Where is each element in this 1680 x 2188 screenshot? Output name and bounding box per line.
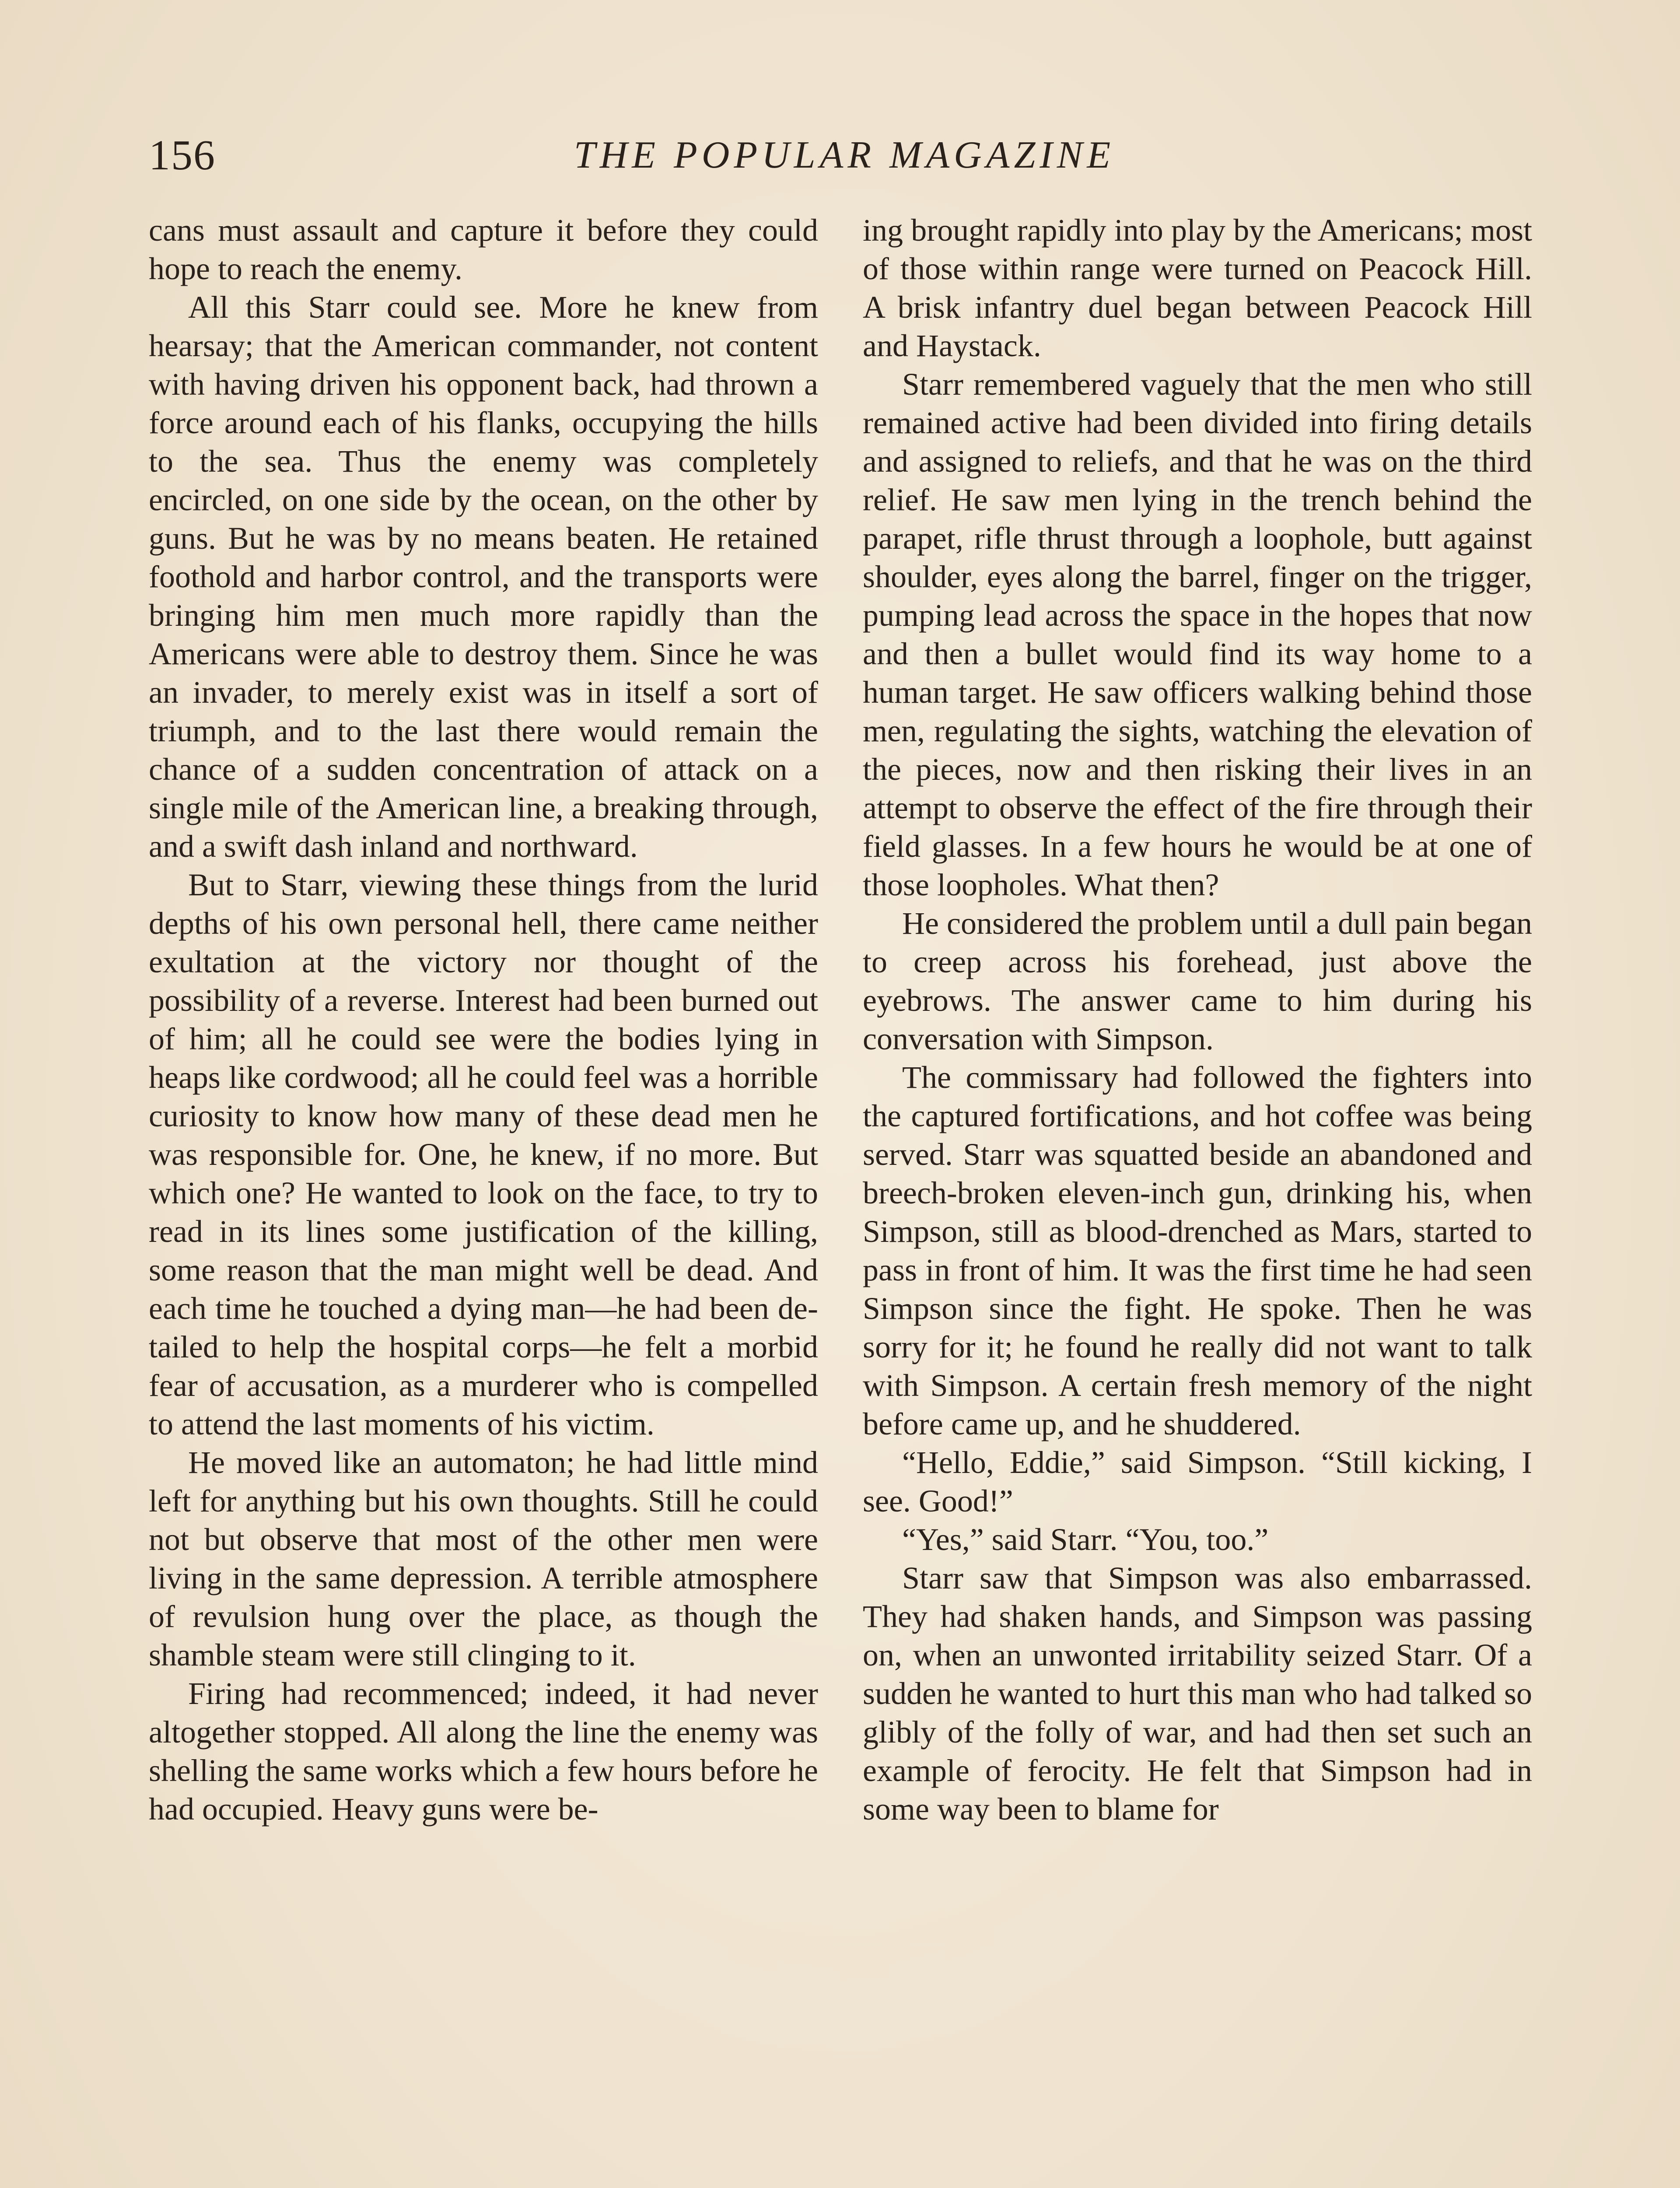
paragraph: The commissary had followed the fighters into the captured fortifications, and hot coffee was being served. Starr was squatted beside an abandoned and breech-broken eleven-inch gun, drinking his, when Simpson, still as blood-drenched as Mars, started to pass in front of him. It was the first time he had seen Simpson since the fight. He spoke. Then he was sorry for it; he found he really did not want to talk with Simpson. A certain fresh memory of the night before came up, and he shuddered. <box>863 1060 1532 1441</box>
text-column-left <box>149 211 818 1828</box>
paragraph: All this Starr could see. More he knew from hearsay; that the American commander, not content with having driven his opponent back, had thrown a force around each of his flanks, occupying the hills to the sea. Thus the enemy was completely encircled, on one side by the ocean, on the other by guns. But he was by no means beaten. He retained foothold and harbor control, and the transports were bringing him men much more rapidly than the Americans were able to destroy them. Since he was an invader, to merely exist was in itself a sort of triumph, and to the last there would remain the chance of a sudden concentration of attack on a single mile of the American line, a breaking through, and a swift dash inland and northward. <box>149 290 818 864</box>
text-column-right <box>863 211 1532 1828</box>
page-number: 156 <box>149 132 216 179</box>
paragraph: He moved like an automaton; he had little mind left for anything but his own thoughts. Still he could not but observe that most of the other men were living in the same depression. A terrible atmosphere of revulsion hung over the place, as though the shamble steam were still clinging to it. <box>149 1445 818 1673</box>
paragraph: “Hello, Eddie,” said Simpson. “Still kicking, I see. Good!” <box>863 1445 1532 1518</box>
running-title: THE POPULAR MAGAZINE <box>574 134 1115 176</box>
paragraph: ing brought rapidly into play by the Americans; most of those within range were turned on Peacock Hill. A brisk infantry duel began between Peacock Hill and Haystack. <box>863 213 1532 363</box>
paragraph: Starr saw that Simpson was also embarrassed. They had shaken hands, and Simpson was passing on, when an unwonted irritability seized Starr. Of a sudden he wanted to hurt this man who had talked so glibly of the folly of war, and had then set such an example of ferocity. He felt that Simpson had in some way been to blame for <box>863 1560 1532 1827</box>
paragraph: cans must assault and capture it before they could hope to reach the enemy. <box>149 213 818 286</box>
paragraph: Firing had recommenced; indeed, it had never altogether stopped. All along the line the enemy was shelling the same works which a few hours before he had occupied. Heavy guns were be- <box>149 1676 818 1827</box>
paragraph: He considered the problem until a dull pain began to creep across his forehead, just above the eyebrows. The answer came to him during his conversation with Simpson. <box>863 906 1532 1056</box>
running-header <box>0 127 1680 184</box>
paragraph: But to Starr, viewing these things from the lurid depths of his own personal hell, there came neither exultation at the victory nor thought of the possibility of a reverse. Interest had been burned out of him; all he could see were the bodies lying in heaps like cordwood; all he could feel was a horrible curiosity to know how many of these dead men he was responsible for. One, he knew, if no more. But which one? He wanted to look on the face, to try to read in its lines some justification of the killing, some reason that the man might well be dead. And each time he touched a dying man—he had been detailed to help the hospital corps—he felt a morbid fear of accusation, as a murderer who is compelled to attend the last moments of his victim. <box>149 867 818 1441</box>
paragraph: “Yes,” said Starr. “You, too.” <box>902 1522 1269 1557</box>
paragraph: Starr remembered vaguely that the men who still remained active had been divided into firing details and assigned to reliefs, and that he was on the third relief. He saw men lying in the trench behind the parapet, rifle thrust through a loophole, butt against shoulder, eyes along the barrel, finger on the trigger, pumping lead across the space in the hopes that now and then a bullet would find its way home to a human target. He saw officers walking behind those men, regulating the sights, watching the elevation of the pieces, now and then risking their lives in an attempt to observe the effect of the fire through their field glasses. In a few hours he would be at one of those loopholes. What then? <box>863 367 1532 902</box>
